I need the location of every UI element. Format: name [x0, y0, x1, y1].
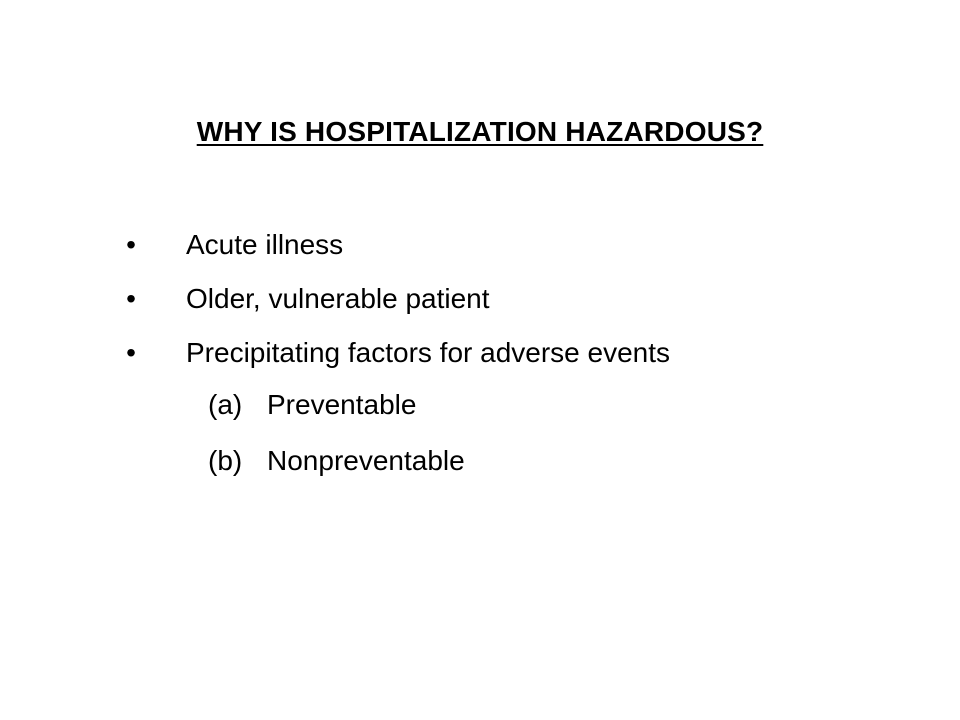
- list-item: [0, 328, 960, 378]
- sub-list-item: [0, 377, 960, 433]
- list-item: [0, 220, 960, 270]
- sub-item-text-preventable: Preventable: [267, 389, 417, 420]
- bullet-text-precipitating-factors: Precipitating factors for adverse events: [186, 337, 671, 368]
- bullet-text-older-patient: Older, vulnerable patient: [186, 283, 490, 314]
- sub-item-text-nonpreventable: Nonpreventable: [267, 445, 465, 476]
- bullet-icon: •: [126, 337, 136, 368]
- sub-list-item: [0, 433, 960, 489]
- bullet-text-acute-illness: Acute illness: [186, 229, 344, 260]
- sub-item-marker-a: (a): [208, 389, 243, 420]
- slide-title: WHY IS HOSPITALIZATION HAZARDOUS?: [196, 116, 764, 147]
- bullet-icon: •: [126, 229, 136, 260]
- bullet-icon: •: [126, 283, 136, 314]
- sub-item-marker-b: (b): [208, 445, 243, 476]
- list-item: [0, 274, 960, 324]
